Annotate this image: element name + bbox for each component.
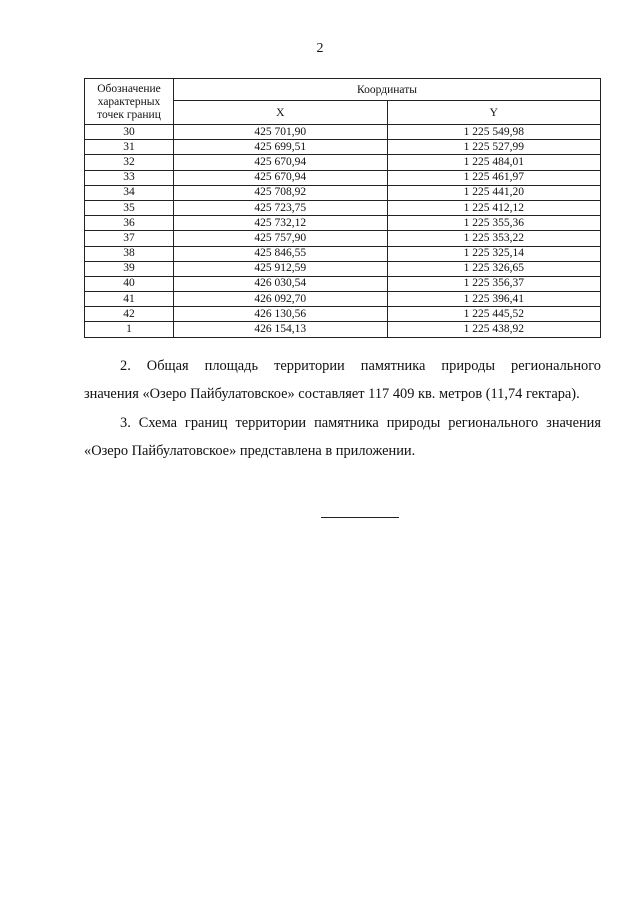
cell-y: 1 225 441,20 — [387, 185, 601, 200]
cell-y: 1 225 445,52 — [387, 307, 601, 322]
table-row — [85, 216, 601, 231]
cell-y: 1 225 326,65 — [387, 261, 601, 276]
cell-point: 32 — [85, 155, 174, 170]
cell-x: 426 130,56 — [174, 307, 388, 322]
header-point-designation: Обозначение характерных точек границ — [85, 79, 174, 125]
table-row — [85, 292, 601, 307]
cell-point: 31 — [85, 140, 174, 155]
cell-y: 1 225 438,92 — [387, 322, 601, 337]
cell-y: 1 225 527,99 — [387, 140, 601, 155]
cell-x: 425 732,12 — [174, 216, 388, 231]
cell-x: 425 701,90 — [174, 125, 388, 140]
cell-x: 425 757,90 — [174, 231, 388, 246]
paragraph-boundary-scheme-line-2: «Озеро Пайбулатовское» представлена в приложении. — [84, 443, 416, 459]
table-row — [85, 125, 601, 140]
table-row — [85, 276, 601, 291]
header-coordinates: Координаты — [174, 79, 601, 101]
paragraph-total-area — [84, 352, 601, 408]
cell-point: 41 — [85, 292, 174, 307]
end-of-document-rule — [321, 517, 399, 518]
cell-point: 35 — [85, 200, 174, 215]
cell-point: 39 — [85, 261, 174, 276]
header-y: Y — [387, 101, 601, 125]
table-row — [85, 322, 601, 337]
cell-point: 1 — [85, 322, 174, 337]
table-row — [85, 170, 601, 185]
table-row — [85, 246, 601, 261]
header-x: X — [174, 101, 388, 125]
cell-point: 42 — [85, 307, 174, 322]
cell-x: 425 846,55 — [174, 246, 388, 261]
cell-x: 426 154,13 — [174, 322, 388, 337]
cell-point: 36 — [85, 216, 174, 231]
cell-point: 33 — [85, 170, 174, 185]
cell-y: 1 225 461,97 — [387, 170, 601, 185]
cell-x: 425 723,75 — [174, 200, 388, 215]
cell-point: 34 — [85, 185, 174, 200]
table-row — [85, 261, 601, 276]
cell-y: 1 225 484,01 — [387, 155, 601, 170]
table-header-row — [85, 79, 601, 101]
table-row — [85, 200, 601, 215]
cell-x: 425 670,94 — [174, 155, 388, 170]
cell-y: 1 225 356,37 — [387, 276, 601, 291]
cell-x: 425 708,92 — [174, 185, 388, 200]
table-row — [85, 231, 601, 246]
table-row — [85, 185, 601, 200]
cell-point: 38 — [85, 246, 174, 261]
page-number: 2 — [316, 41, 324, 56]
paragraph-boundary-scheme-line-1: 3. Схема границ территории памятника природы регионального значения — [120, 415, 601, 431]
cell-y: 1 225 396,41 — [387, 292, 601, 307]
cell-y: 1 225 353,22 — [387, 231, 601, 246]
cell-point: 37 — [85, 231, 174, 246]
cell-x: 425 699,51 — [174, 140, 388, 155]
table-row — [85, 140, 601, 155]
cell-y: 1 225 355,36 — [387, 216, 601, 231]
cell-y: 1 225 549,98 — [387, 125, 601, 140]
paragraph-total-area-line-2: значения «Озеро Пайбулатовское» составляет 117 409 кв. метров (11,74 гектара). — [84, 386, 580, 402]
paragraph-total-area-line-1: 2. Общая площадь территории памятника природы регионального — [120, 358, 601, 374]
cell-x: 425 670,94 — [174, 170, 388, 185]
cell-x: 425 912,59 — [174, 261, 388, 276]
cell-point: 40 — [85, 276, 174, 291]
cell-y: 1 225 325,14 — [387, 246, 601, 261]
cell-point: 30 — [85, 125, 174, 140]
table-row — [85, 307, 601, 322]
boundary-coordinates-table — [84, 78, 601, 338]
table-row — [85, 155, 601, 170]
cell-x: 426 092,70 — [174, 292, 388, 307]
cell-x: 426 030,54 — [174, 276, 388, 291]
paragraph-boundary-scheme — [84, 409, 601, 465]
cell-y: 1 225 412,12 — [387, 200, 601, 215]
